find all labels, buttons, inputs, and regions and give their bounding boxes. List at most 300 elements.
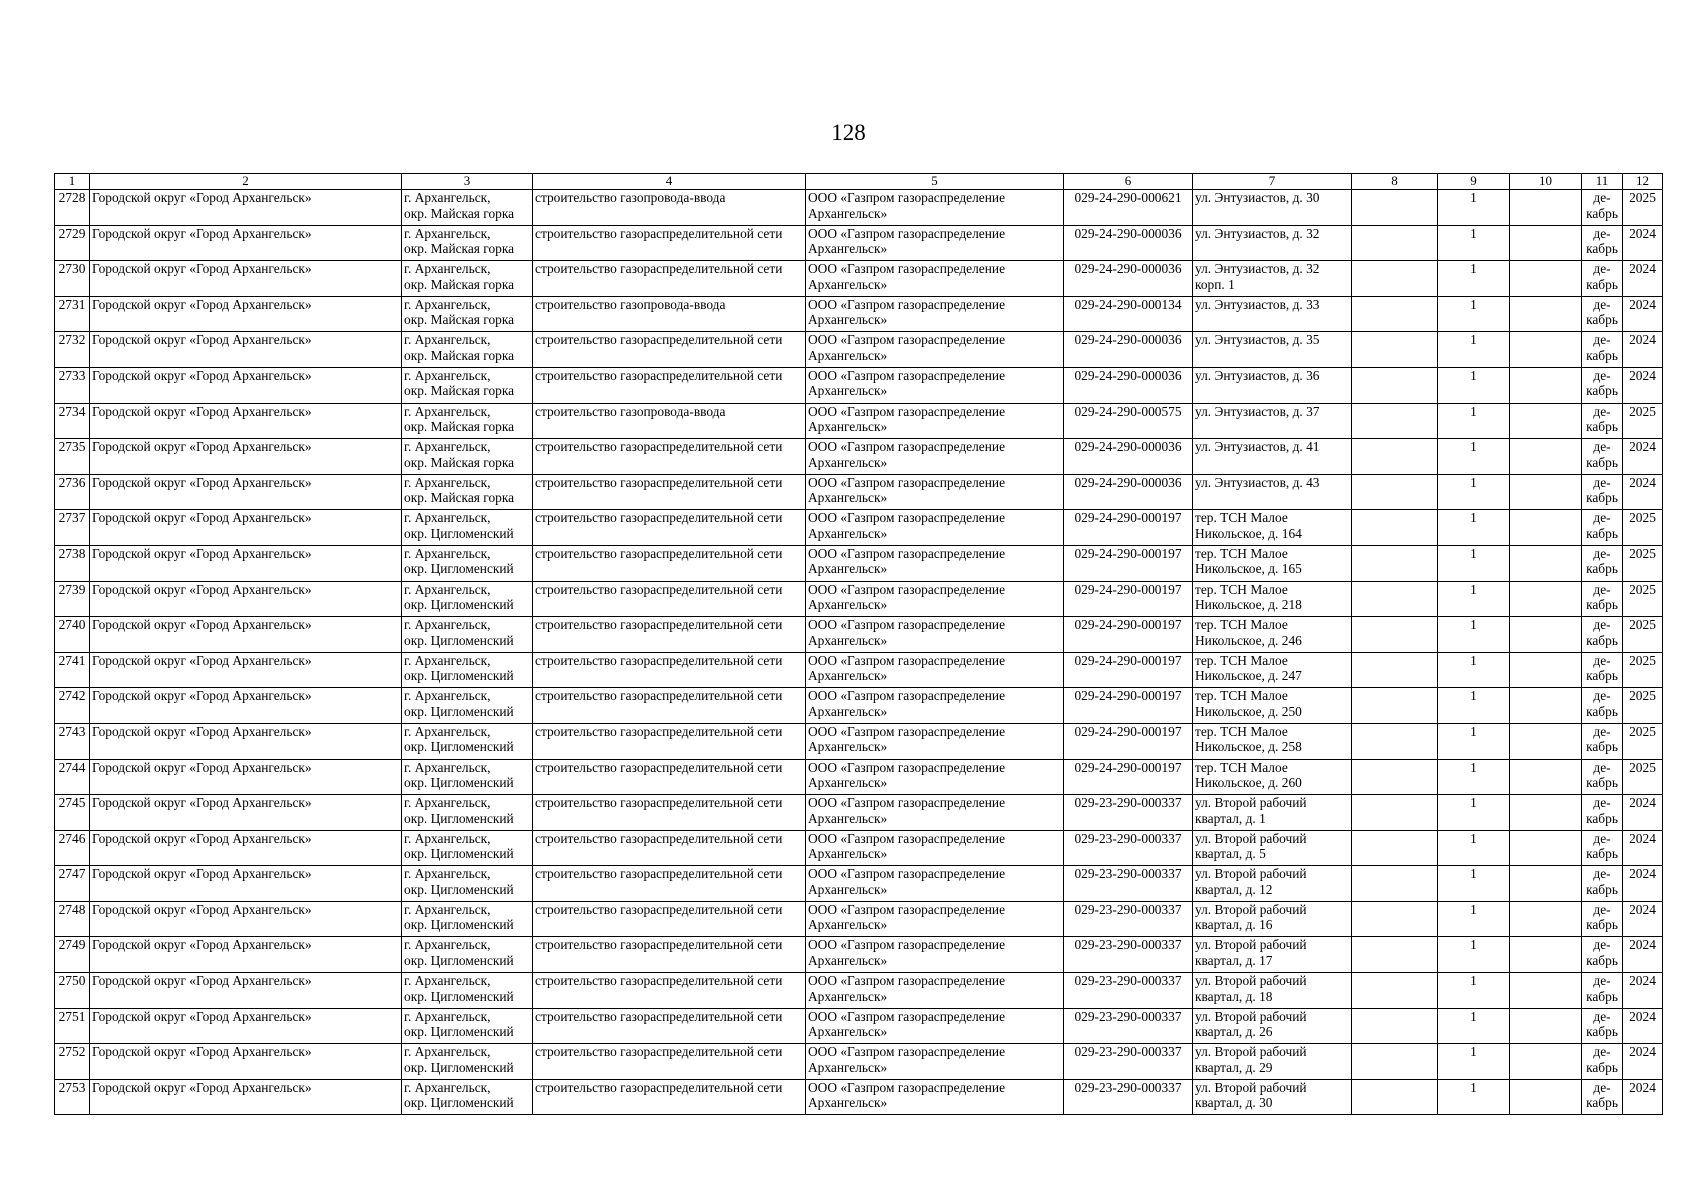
location-cell-line: окр. Цигломенский [404, 525, 514, 541]
month-cell-line: кабрь [1586, 988, 1618, 1004]
table-row [55, 795, 1663, 831]
work-type-cell [533, 901, 806, 937]
project-code-cell-line: 029-24-290-000621 [1074, 190, 1182, 205]
organization-cell [806, 1008, 1064, 1044]
row-number-line: 2745 [58, 795, 86, 811]
organization-cell-line: Архангельск» [808, 205, 888, 221]
month-cell [1582, 866, 1623, 902]
address-cell [1193, 261, 1352, 297]
address-cell-line: ул. Энтузиастов, д. 36 [1195, 367, 1320, 383]
column-8-cell [1352, 688, 1438, 724]
year-cell-line: 2024 [1629, 439, 1656, 455]
project-code-cell-line: 029-24-290-000134 [1074, 296, 1182, 312]
page-number: 128 [831, 120, 866, 145]
month-cell-line: де- [1593, 510, 1611, 526]
year-cell-line: 2024 [1629, 225, 1656, 241]
organization-cell-line: ООО «Газпром газораспределение [808, 688, 1006, 704]
organization-cell-line: ООО «Газпром газораспределение [808, 296, 1006, 312]
month-cell-line: де- [1593, 1044, 1611, 1060]
municipality-cell-line: Городской округ «Город Архангельск» [92, 296, 312, 312]
row-number [55, 901, 90, 937]
year-cell-line: 2025 [1629, 190, 1656, 205]
column-10-cell [1510, 261, 1582, 297]
project-code-cell [1064, 901, 1193, 937]
quantity-cell [1438, 225, 1510, 261]
organization-cell-line: ООО «Газпром газораспределение [808, 332, 1006, 348]
quantity-cell-line: 1 [1470, 332, 1477, 348]
municipality-cell [90, 403, 402, 439]
municipality-cell-line: Городской округ «Город Архангельск» [92, 901, 312, 917]
month-cell-line: де- [1593, 795, 1611, 811]
month-cell-line: де- [1593, 830, 1611, 846]
work-type-cell-line: строительство газораспределительной сети [535, 830, 783, 846]
project-code-cell [1064, 1079, 1193, 1115]
location-cell-line: г. Архангельск, [404, 190, 491, 205]
quantity-cell [1438, 973, 1510, 1009]
municipality-cell-line: Городской округ «Город Архангельск» [92, 545, 312, 561]
column-header-1: 1 [55, 174, 90, 190]
work-type-cell-line: строительство газораспределительной сети [535, 1008, 783, 1024]
location-cell [402, 439, 533, 475]
quantity-cell [1438, 652, 1510, 688]
project-code-cell-line: 029-24-290-000197 [1074, 688, 1182, 704]
quantity-cell-line: 1 [1470, 866, 1477, 882]
address-cell-line: квартал, д. 17 [1195, 952, 1273, 968]
organization-cell-line: Архангельск» [808, 525, 888, 541]
month-cell [1582, 510, 1623, 546]
month-cell-line: де- [1593, 723, 1611, 739]
column-10-cell [1510, 439, 1582, 475]
organization-cell-line: Архангельск» [808, 952, 888, 968]
organization-cell [806, 1079, 1064, 1115]
work-type-cell-line: строительство газораспределительной сети [535, 510, 783, 526]
work-type-cell [533, 759, 806, 795]
municipality-cell [90, 190, 402, 226]
month-cell-line: де- [1593, 973, 1611, 989]
organization-cell [806, 973, 1064, 1009]
location-cell-line: г. Архангельск, [404, 759, 491, 775]
project-code-cell [1064, 439, 1193, 475]
month-cell [1582, 617, 1623, 653]
year-cell-line: 2024 [1629, 795, 1656, 811]
address-cell [1193, 1008, 1352, 1044]
quantity-cell-line: 1 [1470, 688, 1477, 704]
organization-cell-line: ООО «Газпром газораспределение [808, 1079, 1006, 1095]
municipality-cell [90, 581, 402, 617]
project-code-cell [1064, 723, 1193, 759]
column-10-cell [1510, 830, 1582, 866]
location-cell [402, 617, 533, 653]
address-cell-line: Никольское, д. 260 [1195, 775, 1302, 790]
address-cell-line: квартал, д. 18 [1195, 988, 1273, 1004]
column-10-cell [1510, 225, 1582, 261]
municipality-cell-line: Городской округ «Город Архангельск» [92, 190, 312, 205]
location-cell-line: г. Архангельск, [404, 474, 491, 490]
location-cell-line: окр. Цигломенский [404, 917, 514, 933]
row-number-line: 2744 [58, 759, 86, 775]
project-code-cell-line: 029-23-290-000337 [1074, 901, 1182, 917]
address-cell-line: ул. Второй рабочий [1195, 1044, 1307, 1060]
organization-cell [806, 296, 1064, 332]
row-number [55, 937, 90, 973]
month-cell-line: кабрь [1586, 1095, 1618, 1111]
month-cell-line: кабрь [1586, 205, 1618, 221]
project-code-cell-line: 029-23-290-000337 [1074, 1008, 1182, 1024]
address-cell-line: Никольское, д. 218 [1195, 597, 1302, 613]
month-cell-line: де- [1593, 403, 1611, 419]
row-number [55, 403, 90, 439]
month-cell-line: де- [1593, 1079, 1611, 1095]
municipality-cell [90, 901, 402, 937]
address-cell-line: ул. Второй рабочий [1195, 795, 1307, 811]
location-cell-line: г. Архангельск, [404, 403, 491, 419]
column-header-12: 12 [1623, 174, 1663, 190]
table-row [55, 1008, 1663, 1044]
work-type-cell [533, 795, 806, 831]
row-number [55, 474, 90, 510]
project-code-cell [1064, 830, 1193, 866]
organization-cell [806, 403, 1064, 439]
work-type-cell-line: строительство газораспределительной сети [535, 581, 783, 597]
column-8-cell [1352, 510, 1438, 546]
municipality-cell [90, 830, 402, 866]
year-cell-line: 2024 [1629, 261, 1656, 277]
municipality-cell-line: Городской округ «Город Архангельск» [92, 617, 312, 633]
project-code-cell-line: 029-24-290-000036 [1074, 439, 1182, 455]
organization-cell-line: ООО «Газпром газораспределение [808, 866, 1006, 882]
quantity-cell [1438, 581, 1510, 617]
project-code-cell-line: 029-23-290-000337 [1074, 1079, 1182, 1095]
location-cell-line: г. Архангельск, [404, 296, 491, 312]
organization-cell [806, 866, 1064, 902]
work-type-cell-line: строительство газораспределительной сети [535, 901, 783, 917]
year-cell [1623, 261, 1663, 297]
year-cell [1623, 1079, 1663, 1115]
project-code-cell [1064, 973, 1193, 1009]
municipality-cell-line: Городской округ «Город Архангельск» [92, 973, 312, 989]
month-cell-line: кабрь [1586, 739, 1618, 755]
year-cell [1623, 474, 1663, 510]
municipality-cell [90, 296, 402, 332]
row-number [55, 1079, 90, 1115]
year-cell [1623, 795, 1663, 831]
project-code-cell [1064, 937, 1193, 973]
quantity-cell [1438, 190, 1510, 226]
location-cell-line: окр. Цигломенский [404, 846, 514, 862]
month-cell-line: де- [1593, 474, 1611, 490]
table-row [55, 439, 1663, 475]
location-cell-line: г. Архангельск, [404, 866, 491, 882]
project-code-cell-line: 029-24-290-000036 [1074, 261, 1182, 277]
municipality-cell-line: Городской округ «Город Архангельск» [92, 510, 312, 526]
address-cell [1193, 688, 1352, 724]
work-type-cell [533, 652, 806, 688]
municipality-cell [90, 759, 402, 795]
quantity-cell [1438, 723, 1510, 759]
municipality-cell-line: Городской округ «Город Архангельск» [92, 225, 312, 241]
project-code-cell [1064, 581, 1193, 617]
work-type-cell-line: строительство газораспределительной сети [535, 1044, 783, 1060]
location-cell-line: окр. Цигломенский [404, 632, 514, 648]
organization-cell [806, 830, 1064, 866]
organization-cell [806, 723, 1064, 759]
row-number [55, 581, 90, 617]
year-cell-line: 2025 [1629, 688, 1656, 704]
table-row [55, 403, 1663, 439]
location-cell-line: окр. Майская горка [404, 454, 515, 470]
month-cell-line: кабрь [1586, 881, 1618, 897]
work-type-cell [533, 866, 806, 902]
address-cell-line: ул. Энтузиастов, д. 30 [1195, 190, 1320, 205]
location-cell-line: г. Архангельск, [404, 830, 491, 846]
location-cell-line: г. Архангельск, [404, 439, 491, 455]
month-cell-line: де- [1593, 190, 1611, 205]
year-cell-line: 2024 [1629, 367, 1656, 383]
work-type-cell-line: строительство газораспределительной сети [535, 973, 783, 989]
year-cell-line: 2025 [1629, 403, 1656, 419]
project-code-cell [1064, 545, 1193, 581]
column-8-cell [1352, 973, 1438, 1009]
address-cell-line: тер. ТСН Малое [1195, 759, 1288, 775]
row-number [55, 617, 90, 653]
row-number-line: 2731 [58, 296, 86, 312]
organization-cell-line: Архангельск» [808, 383, 888, 399]
column-10-cell [1510, 510, 1582, 546]
organization-cell-line: ООО «Газпром газораспределение [808, 937, 1006, 953]
organization-cell-line: ООО «Газпром газораспределение [808, 190, 1006, 205]
municipality-cell [90, 367, 402, 403]
quantity-cell-line: 1 [1470, 1044, 1477, 1060]
municipality-cell-line: Городской округ «Город Архангельск» [92, 795, 312, 811]
organization-cell-line: ООО «Газпром газораспределение [808, 617, 1006, 633]
address-cell [1193, 510, 1352, 546]
year-cell-line: 2024 [1629, 332, 1656, 348]
location-cell [402, 973, 533, 1009]
organization-cell-line: Архангельск» [808, 1059, 888, 1075]
table-row [55, 225, 1663, 261]
month-cell [1582, 332, 1623, 368]
year-cell [1623, 296, 1663, 332]
month-cell-line: кабрь [1586, 632, 1618, 648]
municipality-cell-line: Городской округ «Город Архангельск» [92, 1079, 312, 1095]
column-8-cell [1352, 759, 1438, 795]
column-10-cell [1510, 937, 1582, 973]
quantity-cell [1438, 866, 1510, 902]
location-cell-line: окр. Цигломенский [404, 810, 514, 826]
location-cell [402, 545, 533, 581]
municipality-cell [90, 225, 402, 261]
municipality-cell [90, 1044, 402, 1080]
row-number-line: 2743 [58, 723, 86, 739]
project-code-cell [1064, 367, 1193, 403]
row-number-line: 2736 [58, 474, 86, 490]
organization-cell-line: ООО «Газпром газораспределение [808, 901, 1006, 917]
column-10-cell [1510, 545, 1582, 581]
month-cell-line: кабрь [1586, 1059, 1618, 1075]
organization-cell-line: Архангельск» [808, 454, 888, 470]
quantity-cell-line: 1 [1470, 617, 1477, 633]
year-cell [1623, 510, 1663, 546]
address-cell-line: ул. Второй рабочий [1195, 937, 1307, 953]
location-cell [402, 225, 533, 261]
quantity-cell-line: 1 [1470, 439, 1477, 455]
row-number [55, 866, 90, 902]
address-cell-line: ул. Второй рабочий [1195, 830, 1307, 846]
year-cell [1623, 581, 1663, 617]
column-8-cell [1352, 617, 1438, 653]
location-cell [402, 1079, 533, 1115]
month-cell [1582, 1008, 1623, 1044]
month-cell-line: де- [1593, 652, 1611, 668]
work-type-cell-line: строительство газораспределительной сети [535, 367, 783, 383]
year-cell [1623, 439, 1663, 475]
project-code-cell-line: 029-24-290-000036 [1074, 474, 1182, 490]
organization-cell [806, 225, 1064, 261]
project-code-cell [1064, 617, 1193, 653]
location-cell-line: г. Архангельск, [404, 1079, 491, 1095]
organization-cell [806, 1044, 1064, 1080]
row-number [55, 723, 90, 759]
column-8-cell [1352, 439, 1438, 475]
column-10-cell [1510, 973, 1582, 1009]
table-row [55, 190, 1663, 226]
table-row [55, 723, 1663, 759]
month-cell [1582, 830, 1623, 866]
row-number [55, 973, 90, 1009]
location-cell [402, 474, 533, 510]
column-8-cell [1352, 830, 1438, 866]
address-cell-line: квартал, д. 1 [1195, 810, 1266, 826]
column-8-cell [1352, 723, 1438, 759]
location-cell-line: г. Архангельск, [404, 688, 491, 704]
municipality-cell-line: Городской округ «Город Архангельск» [92, 1008, 312, 1024]
organization-cell [806, 510, 1064, 546]
table-row [55, 261, 1663, 297]
municipality-cell [90, 866, 402, 902]
quantity-cell-line: 1 [1470, 830, 1477, 846]
location-cell-line: г. Архангельск, [404, 973, 491, 989]
project-code-cell [1064, 403, 1193, 439]
project-code-cell-line: 029-24-290-000197 [1074, 652, 1182, 668]
project-code-cell [1064, 332, 1193, 368]
project-code-cell-line: 029-24-290-000197 [1074, 510, 1182, 526]
month-cell-line: де- [1593, 688, 1611, 704]
column-8-cell [1352, 1044, 1438, 1080]
municipality-cell-line: Городской округ «Город Архангельск» [92, 830, 312, 846]
work-type-cell-line: строительство газораспределительной сети [535, 617, 783, 633]
location-cell-line: г. Архангельск, [404, 225, 491, 241]
municipality-cell [90, 723, 402, 759]
organization-cell-line: ООО «Газпром газораспределение [808, 581, 1006, 597]
row-number [55, 652, 90, 688]
table-header [55, 174, 1663, 190]
location-cell-line: г. Архангельск, [404, 261, 491, 277]
municipality-cell-line: Городской округ «Город Архангельск» [92, 937, 312, 953]
municipality-cell [90, 261, 402, 297]
organization-cell-line: ООО «Газпром газораспределение [808, 652, 1006, 668]
project-code-cell-line: 029-23-290-000337 [1074, 973, 1182, 989]
month-cell-line: кабрь [1586, 810, 1618, 826]
work-type-cell-line: строительство газораспределительной сети [535, 545, 783, 561]
year-cell-line: 2025 [1629, 759, 1656, 775]
work-type-cell [533, 723, 806, 759]
address-cell [1193, 225, 1352, 261]
work-type-cell [533, 510, 806, 546]
location-cell [402, 510, 533, 546]
municipality-cell [90, 795, 402, 831]
project-code-cell [1064, 225, 1193, 261]
work-type-cell [533, 474, 806, 510]
year-cell [1623, 332, 1663, 368]
year-cell-line: 2025 [1629, 652, 1656, 668]
work-type-cell [533, 937, 806, 973]
organization-cell-line: ООО «Газпром газораспределение [808, 973, 1006, 989]
work-type-cell [533, 1044, 806, 1080]
column-10-cell [1510, 795, 1582, 831]
project-code-cell-line: 029-24-290-000575 [1074, 403, 1182, 419]
address-cell [1193, 866, 1352, 902]
month-cell [1582, 296, 1623, 332]
row-number-line: 2729 [58, 225, 86, 241]
organization-cell [806, 795, 1064, 831]
table-body [55, 190, 1663, 1115]
municipality-cell [90, 937, 402, 973]
work-type-cell [533, 1079, 806, 1115]
column-8-cell [1352, 474, 1438, 510]
address-cell [1193, 190, 1352, 226]
address-cell-line: Никольское, д. 250 [1195, 703, 1302, 719]
month-cell-line: де- [1593, 367, 1611, 383]
row-number [55, 688, 90, 724]
year-cell [1623, 190, 1663, 226]
work-type-cell-line: строительство газопровода-ввода [535, 190, 726, 205]
address-cell-line: тер. ТСН Малое [1195, 652, 1288, 668]
address-cell-line: Никольское, д. 164 [1195, 525, 1302, 541]
column-8-cell [1352, 190, 1438, 226]
column-10-cell [1510, 1044, 1582, 1080]
location-cell-line: окр. Цигломенский [404, 988, 514, 1004]
row-number-line: 2730 [58, 261, 86, 277]
address-cell-line: тер. ТСН Малое [1195, 510, 1288, 526]
column-header-2: 2 [90, 174, 402, 190]
month-cell-line: кабрь [1586, 419, 1618, 435]
row-number-line: 2751 [58, 1008, 86, 1024]
year-cell [1623, 723, 1663, 759]
row-number [55, 759, 90, 795]
municipality-cell-line: Городской округ «Город Архангельск» [92, 332, 312, 348]
location-cell-line: г. Архангельск, [404, 332, 491, 348]
row-number [55, 830, 90, 866]
table-row [55, 474, 1663, 510]
month-cell-line: де- [1593, 225, 1611, 241]
year-cell [1623, 403, 1663, 439]
organization-cell-line: Архангельск» [808, 739, 888, 755]
column-10-cell [1510, 474, 1582, 510]
address-cell-line: Никольское, д. 247 [1195, 668, 1302, 684]
work-type-cell-line: строительство газораспределительной сети [535, 225, 783, 241]
month-cell [1582, 225, 1623, 261]
table-row [55, 617, 1663, 653]
organization-cell-line: Архангельск» [808, 668, 888, 684]
quantity-cell-line: 1 [1470, 1008, 1477, 1024]
row-number [55, 296, 90, 332]
month-cell [1582, 545, 1623, 581]
quantity-cell [1438, 901, 1510, 937]
location-cell-line: окр. Цигломенский [404, 881, 514, 897]
row-number [55, 1044, 90, 1080]
year-cell-line: 2025 [1629, 723, 1656, 739]
location-cell-line: окр. Майская горка [404, 490, 515, 506]
